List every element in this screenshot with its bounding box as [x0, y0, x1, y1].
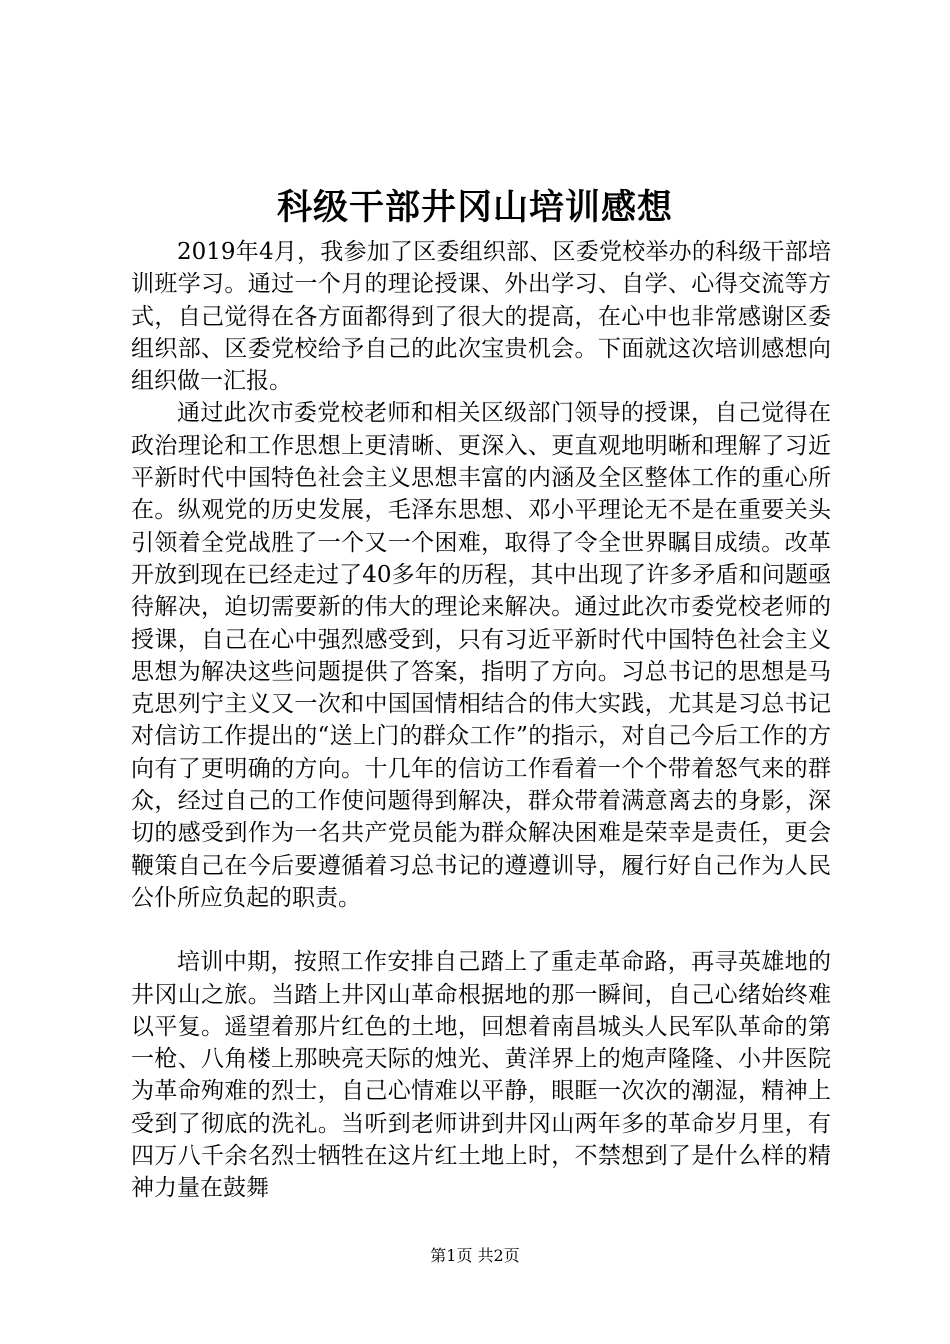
document-body [131, 236, 831, 1205]
page-footer: 第1页 共2页 [430, 1246, 520, 1265]
paragraph: 2019年4月，我参加了区委组织部、区委党校举办的科级干部培训班学习。通过一个月的理论授课、外出学习、自学、心得交流等方式，自己觉得在各方面都得到了很大的提高，在心中也非常感谢区委组织部、区委党校给予自己的此次宝贵机会。下面就这次培训感想向组织做一汇报。 [131, 239, 831, 395]
document-title: 科级干部井冈山培训感想 [276, 187, 673, 228]
paragraph: 培训中期，按照工作安排自己踏上了重走革命路，再寻英雄地的井冈山之旅。当踏上井冈山革命根据地的那一瞬间，自己心绪始终难以平复。遥望着那片红色的土地，回想着南昌城头人民军队革命的第一枪、八角楼上那映亮天际的烛光、黄洋界上的炮声隆隆、小井医院为革命殉难的烈士，自己心情难以平静，眼眶一次次的潮湿，精神上受到了彻底的洗礼。当听到老师讲到井冈山两年多的革命岁月里，有四万八千余名烈士牺牲在这片红土地上时，不禁想到了是什么样的精神力量在鼓舞 [131, 949, 831, 1202]
paragraph: 通过此次市委党校老师和相关区级部门领导的授课，自己觉得在政治理论和工作思想上更清晰、更深入、更直观地明晰和理解了习近平新时代中国特色社会主义思想丰富的内涵及全区整体工作的重心所在。纵观党的历史发展，毛泽东思想、邓小平理论无不是在重要关头引领着全党战胜了一个又一个困难，取得了令全世界瞩目成绩。改革开放到现在已经走过了40多年的历程，其中出现了许多矛盾和问题亟待解决，迫切需要新的伟大的理论来解决。通过此次市委党校老师的授课，自己在心中强烈感受到，只有习近平新时代中国特色社会主义思想为解决这些问题提供了答案，指明了方向。习总书记的思想是马克思列宁主义又一次和中国国情相结合的伟大实践，尤其是习总书记对信访工作提出的“送上门的群众工作”的指示，对自己今后工作的方向有了更明确的方向。十几年的信访工作看着一个个带着怒气来的群众，经过自己的工作使问题得到解决，群众带着满意离去的身影，深切的感受到作为一名共产党员能为群众解决困难是荣幸是责任，更会鞭策自己在今后要遵循着习总书记的遵遵训导，履行好自己作为人民公仆所应负起的职责。 [131, 400, 831, 911]
